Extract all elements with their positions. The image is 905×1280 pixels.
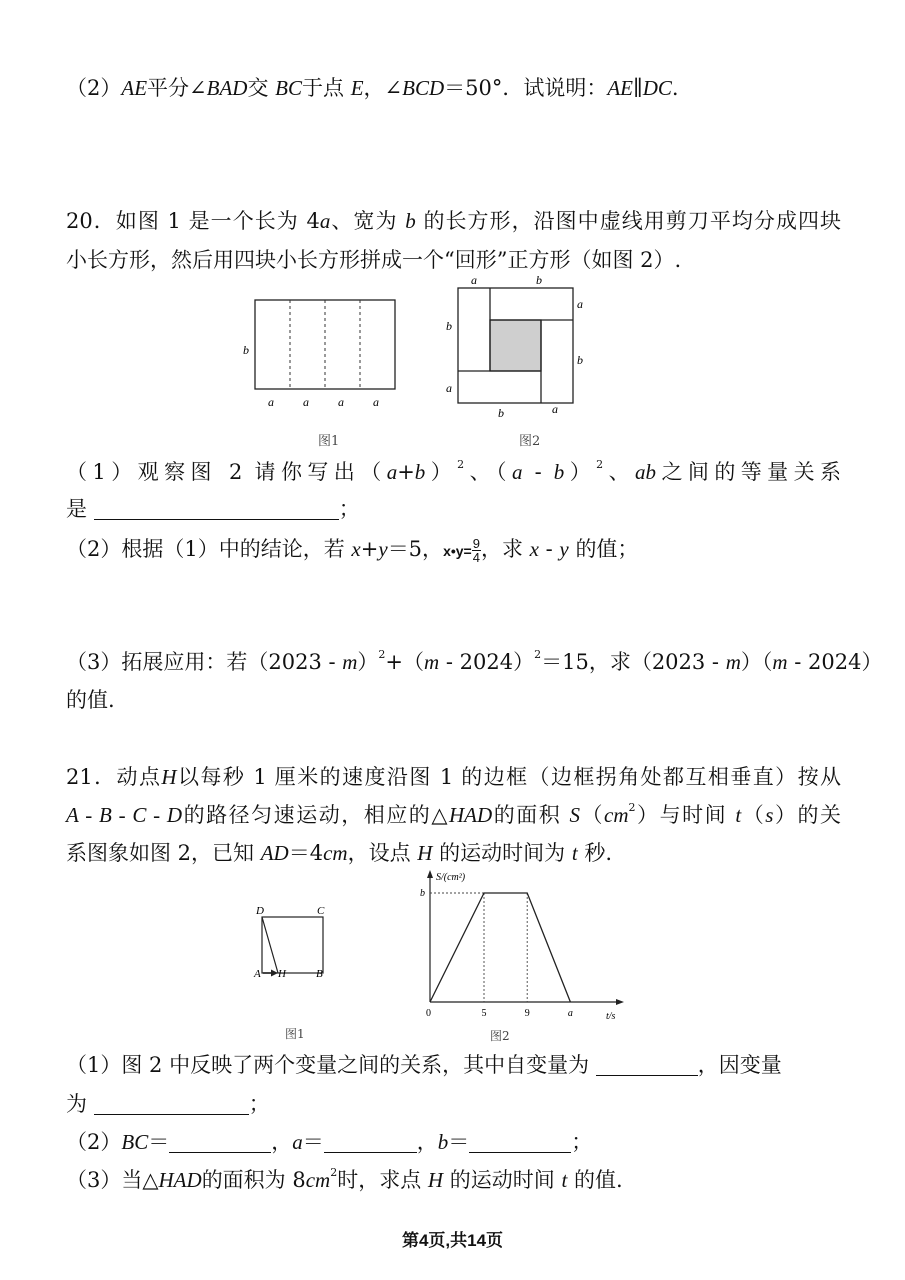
y-axis-arrow (427, 870, 433, 878)
origin-label: 0 (426, 1008, 431, 1019)
label-a: a (268, 395, 274, 409)
fraction-nine-fourths: $\frac{9}{4}$ (472, 536, 480, 565)
label-a: a (373, 395, 379, 409)
answer-blank-a[interactable] (324, 1130, 417, 1153)
answer-blank[interactable] (94, 497, 339, 520)
answer-blank-bc[interactable] (169, 1130, 271, 1153)
label-a: a (446, 381, 452, 395)
label-a: a (577, 297, 583, 311)
point-b: B (316, 968, 323, 980)
b-value-label: b (420, 888, 425, 899)
q21-line2: A - B - C - D的路径匀速运动，相应的△HAD的面积 $S(cm^2)$与时间 t（s）的关 (66, 801, 842, 827)
answer-blank[interactable] (94, 1092, 249, 1115)
q21-part3: （3）当△HAD的面积为 $8cm^2$时，求点 H 的运动时间 t 的值. (66, 1166, 623, 1192)
label-b: b (536, 273, 542, 287)
tick-label-9: 9 (524, 1008, 530, 1019)
point-a: A (254, 968, 261, 980)
q20-part3-line2: 的值. (66, 688, 115, 712)
q20-part2: （2）根据（1）中的结论，若 x+y＝5，x•y= $\frac{9}{4}$ ，求 x - y 的值； (66, 536, 639, 565)
page-footer: 第4页,共14页 (401, 1231, 504, 1250)
q20-part1-line1: （1）观察图 2 请你写出$(a+b)^2$、（a - b）$^2$、ab之间的等量关系 (66, 458, 842, 484)
label-a: a (303, 395, 309, 409)
answer-blank-b[interactable] (469, 1130, 571, 1153)
q20-figure1 (236, 292, 416, 412)
area-time-graph-line (430, 893, 570, 1002)
q21-line3: 系图象如图 2，已知 AD＝4cm，设点 H 的运动时间为 t 秒. (66, 841, 613, 865)
q21-fig2-caption: 图2 (490, 1029, 510, 1043)
q20-line1: 20．如图 1 是一个长为 4a、宽为 b 的长方形，沿图中虚线用剪刀平均分成四块 (66, 209, 842, 233)
tick-label-a: a (567, 1008, 573, 1019)
q21-part1-line2: 为 ； (66, 1092, 270, 1116)
q21-figure2-chart (406, 866, 636, 1026)
q21-fig1-caption: 图1 (285, 1027, 305, 1041)
x-axis-arrow (616, 999, 624, 1005)
label-b: b (243, 343, 249, 357)
point-h: H (278, 968, 286, 980)
tick-label-5: 5 (481, 1008, 487, 1019)
segment-dh (262, 917, 278, 973)
path-rectangle (262, 917, 323, 973)
label-a: a (552, 402, 558, 416)
x-axis-label: t/s (606, 1011, 616, 1022)
q20-line2: 小长方形，然后用四块小长方形拼成一个“回形”正方形（如图 2）. (66, 248, 682, 272)
answer-blank[interactable] (596, 1053, 698, 1076)
point-d: D (256, 905, 264, 917)
label-a: a (338, 395, 344, 409)
q20-fig2-caption: 图2 (519, 434, 541, 449)
q20-part3-line1: （3）拓展应用：若（2023 - m）$^2$+（m - 2024）$^2$＝15，求（2023 - m）（m - 2024） (66, 648, 883, 674)
q20-figure2 (440, 272, 590, 422)
center-square (490, 320, 541, 371)
q19-part2: （2）AE平分∠BAD交 BC于点 E，∠BCD＝50°．试说明：AE∥DC. (66, 76, 679, 100)
q21-part2: （2）BC＝ ，a＝ ，b＝ ； (66, 1130, 593, 1154)
y-axis-label: S/(cm²) (436, 872, 466, 883)
label-a: a (471, 273, 477, 287)
label-b: b (577, 353, 583, 367)
q21-part1-line1: （1）图 2 中反映了两个变量之间的关系，其中自变量为 ，因变量 (66, 1053, 782, 1077)
q20-fig1-caption: 图1 (318, 434, 340, 449)
point-c: C (317, 905, 325, 917)
label-b: b (498, 406, 504, 420)
q20-part1-line2: 是 ； (66, 497, 360, 521)
q21-figure1 (250, 900, 340, 985)
q21-line1: 21．动点H以每秒 1 厘米的速度沿图 1 的边框（边框拐角处都互相垂直）按从 (66, 765, 841, 789)
label-b: b (446, 319, 452, 333)
